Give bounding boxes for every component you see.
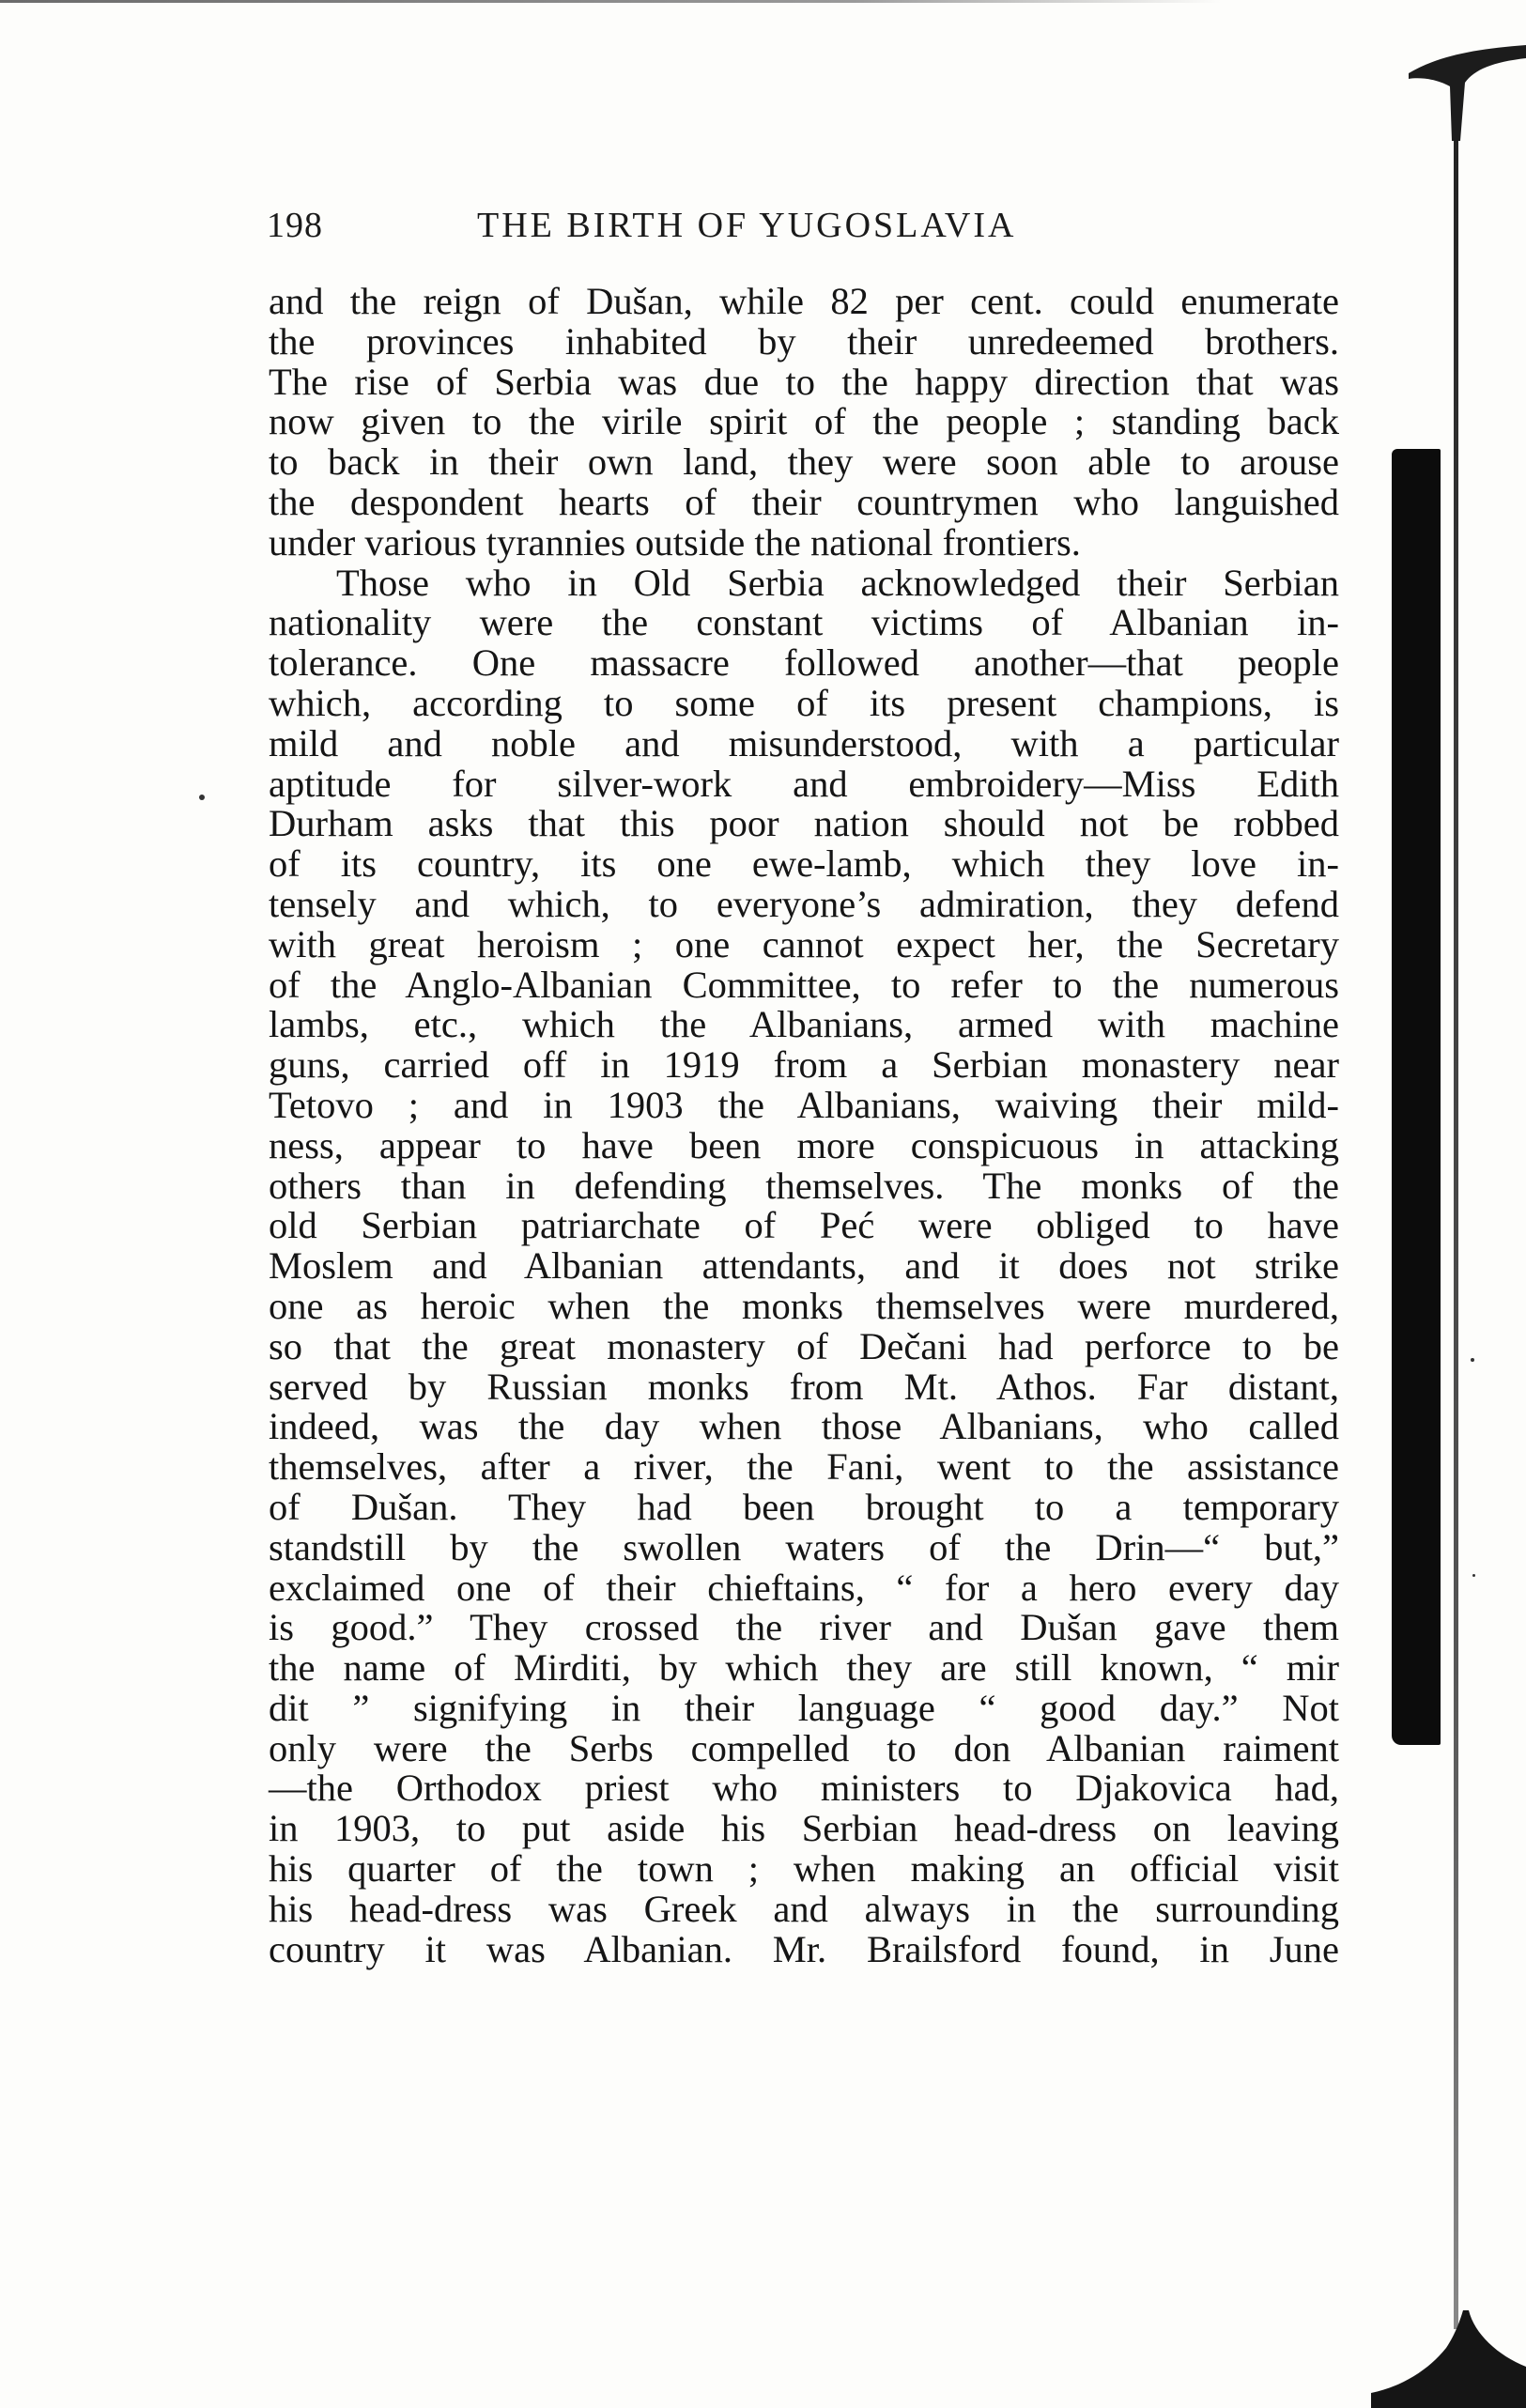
text-line: Durham asks that this poor nation should not be robbed	[269, 802, 1339, 845]
text-line: indeed, was the day when those Albanians, who called	[269, 1405, 1339, 1448]
text-line: is good.” They crossed the river and Dušan gave them	[269, 1606, 1339, 1649]
text-line: the name of Mirditi, by which they are still known, “ mir	[269, 1646, 1339, 1690]
text-line: ness, appear to have been more conspicuous in attacking	[269, 1123, 1339, 1166]
text-line: nationality were the constant victims of Albanian in-	[269, 601, 1339, 644]
text-line: of Dušan. They had been brought to a temporary	[269, 1485, 1339, 1528]
scan-top-rule	[0, 0, 1221, 3]
running-head	[267, 205, 1168, 254]
text-line: Those who in Old Serbia acknowledged their Serbian	[336, 561, 1339, 604]
text-line: guns, carried off in 1919 from a Serbian monastery near	[269, 1043, 1339, 1087]
book-title: THE BIRTH OF YUGOSLAVIA	[477, 206, 1017, 245]
text-line: of the Anglo-Albanian Committee, to refer to the numerous	[269, 963, 1339, 1006]
text-line: the provinces inhabited by their unredeemed brothers.	[269, 319, 1339, 363]
text-line: to back in their own land, they were soon able to arouse	[269, 440, 1339, 484]
text-line: served by Russian monks from Mt. Athos. Far distant,	[269, 1365, 1339, 1408]
text-line: tensely and which, to everyone’s admiration, they defend	[269, 882, 1339, 925]
text-line: under various tyrannies outside the national frontiers.	[269, 520, 1081, 563]
text-line: mild and noble and misunderstood, with a particular	[269, 721, 1339, 764]
text-line: Moslem and Albanian attendants, and it does not strike	[269, 1244, 1339, 1288]
page-number: 198	[267, 206, 323, 245]
text-line: —the Orthodox priest who ministers to Djakovica had,	[269, 1767, 1339, 1810]
text-line: others than in defending themselves. The monks of the	[269, 1164, 1339, 1207]
text-line: tolerance. One massacre followed another—that people	[269, 641, 1339, 685]
text-line: with great heroism ; one cannot expect her, the Secretary	[269, 922, 1339, 965]
text-line: in 1903, to put aside his Serbian head-dress on leaving	[269, 1807, 1339, 1850]
text-line: Tetovo ; and in 1903 the Albanians, waiving their mild-	[269, 1083, 1339, 1126]
text-line: which, according to some of its present champions, is	[269, 681, 1339, 724]
text-line: only were the Serbs compelled to don Albanian raiment	[269, 1726, 1339, 1769]
body-text	[269, 282, 1339, 1969]
text-line: The rise of Serbia was due to the happy direction that was	[269, 360, 1339, 403]
scan-speck	[1471, 1358, 1474, 1362]
page-edge-shadow	[1392, 449, 1441, 1745]
text-line: aptitude for silver-work and embroidery—Miss Edith	[269, 762, 1339, 805]
text-line: dit ” signifying in their language “ good day.” Not	[269, 1686, 1339, 1729]
scan-speck	[199, 795, 205, 800]
page-corner-bottom	[1371, 2282, 1526, 2408]
text-line: his head-dress was Greek and always in the surrounding	[269, 1887, 1339, 1930]
text-line: lambs, etc., which the Albanians, armed with machine	[269, 1003, 1339, 1046]
text-line: of its country, its one ewe-lamb, which they love in-	[269, 842, 1339, 886]
text-line: old Serbian patriarchate of Peć were obliged to have	[269, 1204, 1339, 1247]
scan-speck	[1472, 1574, 1475, 1577]
text-line: one as heroic when the monks themselves were murdered,	[269, 1284, 1339, 1327]
text-line: standstill by the swollen waters of the Drin—“ but,”	[269, 1525, 1339, 1568]
page-corner-top	[1409, 38, 1526, 141]
text-line: exclaimed one of their chieftains, “ for a hero every day	[269, 1566, 1339, 1609]
text-line: his quarter of the town ; when making an official visit	[269, 1847, 1339, 1891]
text-line: and the reign of Dušan, while 82 per cent. could enumerate	[269, 280, 1339, 322]
text-line: the despondent hearts of their countrymen who languished	[269, 480, 1339, 523]
page-edge-line	[1454, 75, 1458, 2329]
text-line: so that the great monastery of Dečani had perforce to be	[269, 1324, 1339, 1367]
text-line: now given to the virile spirit of the people ; standing back	[269, 400, 1339, 443]
text-line: themselves, after a river, the Fani, went to the assistance	[269, 1445, 1339, 1489]
text-line: country it was Albanian. Mr. Brailsford found, in June	[269, 1927, 1339, 1970]
